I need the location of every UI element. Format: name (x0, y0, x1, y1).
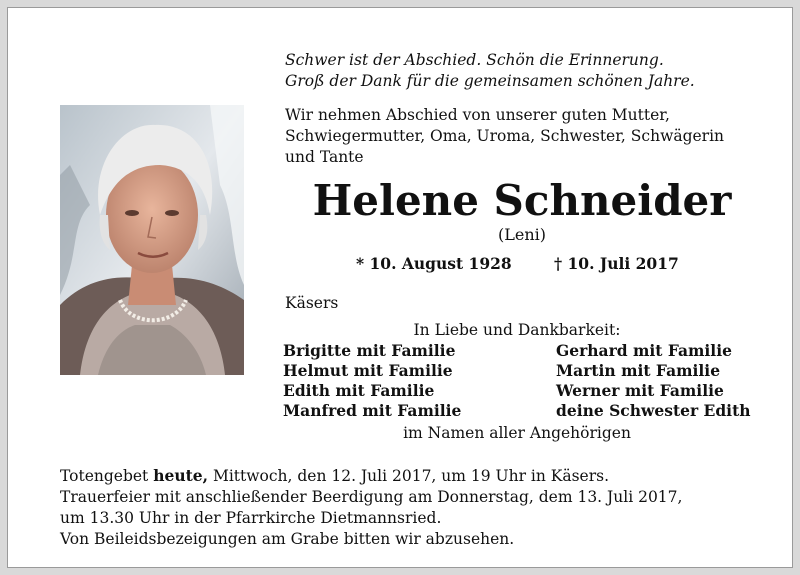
funeral-notice (60, 465, 682, 550)
intro-line-1: Wir nehmen Abschied von unserer guten Mutter, (285, 106, 670, 124)
mourner-entry: deine Schwester Edith (556, 401, 751, 420)
prayer-details: Mittwoch, den 12. Juli 2017, um 19 Uhr in Käsers. (208, 467, 610, 485)
on-behalf-line: im Namen aller Angehörigen (403, 424, 631, 442)
motto-line-2: Groß der Dank für die gemeinsamen schönen Jahre. (285, 72, 695, 90)
prayer-today: heute, (153, 466, 209, 485)
death-date: † 10. Juli 2017 (554, 254, 679, 273)
intro-text (285, 105, 724, 168)
ceremony-line: Trauerfeier mit anschließender Beerdigung am Donnerstag, dem 13. Juli 2017, (60, 488, 683, 506)
intro-line-2: Schwiegermutter, Oma, Uroma, Schwester, Schwägerin (285, 127, 725, 145)
mourner-entry: Edith mit Familie (283, 381, 435, 400)
mourner-entry: Brigitte mit Familie (283, 341, 456, 360)
motto-line-1: Schwer ist der Abschied. Schön die Erinnerung. (285, 51, 664, 69)
motto (285, 50, 695, 92)
residence-place: Käsers (285, 294, 339, 312)
portrait-photo (60, 105, 244, 375)
mourner-entry: Werner mit Familie (556, 381, 724, 400)
prayer-line (60, 465, 682, 487)
mourner-entry: Gerhard mit Familie (556, 341, 732, 360)
birth-date: * 10. August 1928 (356, 254, 512, 273)
obituary-notice (7, 7, 793, 568)
mourner-entry: Martin mit Familie (556, 361, 721, 380)
mourner-entry: Helmut mit Familie (283, 361, 453, 380)
gratitude-line: In Liebe und Dankbarkeit: (413, 321, 621, 339)
intro-line-3: und Tante (285, 148, 364, 166)
condolence-line: Von Beileidsbezeigungen am Grabe bitten wir abzusehen. (60, 530, 515, 548)
mourner-entry: Manfred mit Familie (283, 401, 462, 420)
church-line: um 13.30 Uhr in der Pfarrkirche Dietmannsried. (60, 509, 442, 527)
deceased-name: Helene Schneider (312, 176, 732, 225)
prayer-prefix: Totengebet (60, 467, 154, 485)
mourners-left-column (283, 341, 461, 421)
mourners-right-column (556, 341, 751, 421)
deceased-nickname: (Leni) (498, 225, 546, 244)
